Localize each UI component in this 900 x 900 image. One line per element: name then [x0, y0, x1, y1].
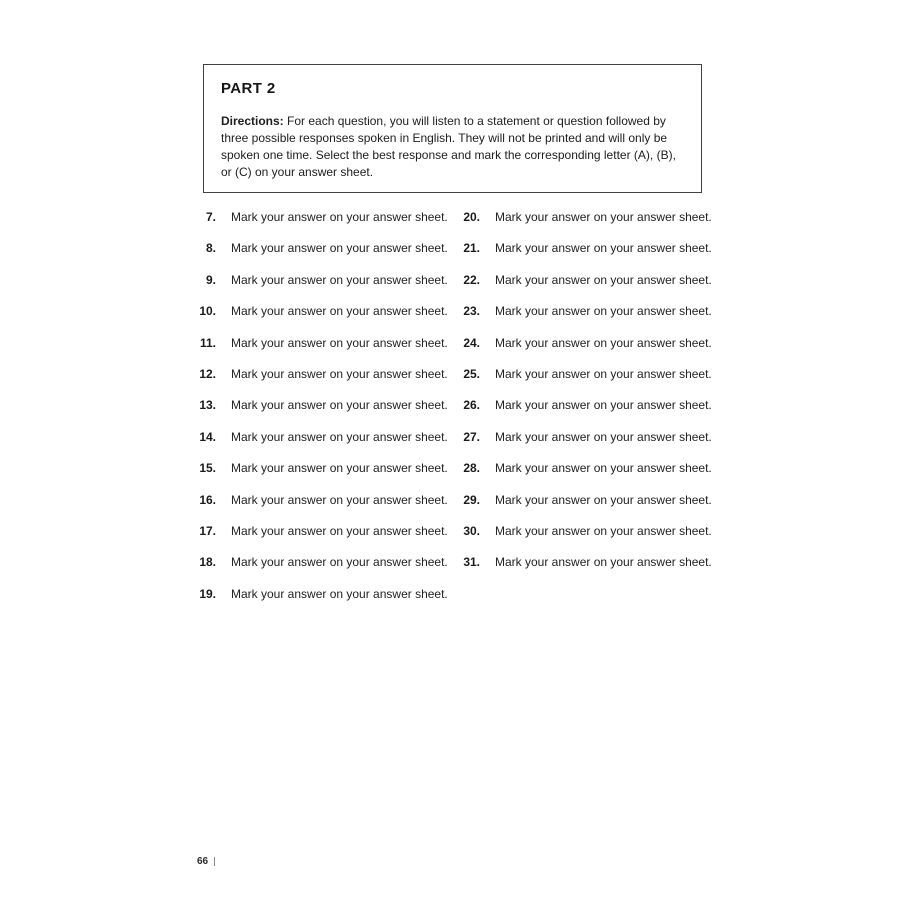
question-number: 19. — [199, 586, 216, 601]
part-title: PART 2 — [221, 80, 276, 97]
question-instruction: Mark your answer on your answer sheet. — [231, 586, 448, 601]
question-number: 23. — [463, 304, 480, 319]
question-item — [458, 211, 712, 224]
question-instruction: Mark your answer on your answer sheet. — [495, 241, 712, 256]
question-instruction: Mark your answer on your answer sheet. — [231, 241, 448, 256]
question-instruction: Mark your answer on your answer sheet. — [231, 272, 448, 287]
question-instruction: Mark your answer on your answer sheet. — [231, 366, 448, 381]
question-item — [194, 305, 448, 318]
question-item — [194, 525, 448, 538]
question-number: 25. — [463, 366, 480, 381]
question-number: 28. — [463, 461, 480, 476]
question-item — [194, 556, 448, 569]
question-number: 31. — [463, 555, 480, 570]
question-item — [458, 525, 712, 538]
question-item — [458, 274, 712, 287]
question-number: 29. — [463, 492, 480, 507]
question-item — [194, 211, 448, 224]
question-item — [194, 368, 448, 381]
question-instruction: Mark your answer on your answer sheet. — [495, 429, 712, 444]
directions-text: For each question, you will listen to a statement or question followed by three possible responses spoken in English. They will not be printed and will only be spoken one time. Select the best response and mark the corresponding letter (A), (B), or (C) on your answer sheet. — [221, 114, 676, 179]
directions-paragraph — [221, 113, 687, 181]
question-item — [194, 399, 448, 412]
question-instruction: Mark your answer on your answer sheet. — [495, 366, 712, 381]
page-footer — [197, 856, 215, 867]
question-number: 26. — [463, 398, 480, 413]
question-instruction: Mark your answer on your answer sheet. — [495, 398, 712, 413]
question-number: 7. — [205, 210, 216, 224]
question-number: 11. — [199, 335, 216, 350]
question-instruction: Mark your answer on your answer sheet. — [231, 492, 448, 507]
question-number: 22. — [463, 272, 480, 287]
question-number: 13. — [199, 398, 216, 413]
question-instruction: Mark your answer on your answer sheet. — [231, 461, 448, 476]
question-item — [458, 368, 712, 381]
question-number: 20. — [463, 210, 480, 224]
question-number: 30. — [463, 523, 480, 538]
page-number: 66 — [197, 856, 209, 867]
question-number: 24. — [463, 335, 480, 350]
question-item — [194, 431, 448, 444]
question-number: 10. — [199, 304, 216, 319]
question-number: 9. — [205, 272, 216, 287]
question-item — [458, 556, 712, 569]
question-instruction: Mark your answer on your answer sheet. — [231, 335, 448, 350]
question-number: 15. — [199, 461, 216, 476]
question-item — [458, 337, 712, 350]
question-instruction: Mark your answer on your answer sheet. — [495, 523, 712, 538]
question-item — [458, 462, 712, 475]
question-instruction: Mark your answer on your answer sheet. — [495, 210, 712, 224]
question-instruction: Mark your answer on your answer sheet. — [231, 429, 448, 444]
question-item — [458, 399, 712, 412]
question-item — [194, 462, 448, 475]
directions-box — [203, 64, 702, 193]
question-instruction: Mark your answer on your answer sheet. — [231, 555, 448, 570]
question-number: 17. — [199, 523, 216, 538]
footer-divider — [214, 857, 215, 866]
question-instruction: Mark your answer on your answer sheet. — [231, 523, 448, 538]
question-item — [458, 431, 712, 444]
question-item — [194, 588, 448, 601]
question-item — [458, 494, 712, 507]
question-number: 21. — [463, 241, 480, 256]
question-instruction: Mark your answer on your answer sheet. — [231, 304, 448, 319]
question-instruction: Mark your answer on your answer sheet. — [495, 492, 712, 507]
question-item — [194, 242, 448, 255]
directions-label: Directions: — [221, 114, 284, 128]
question-instruction: Mark your answer on your answer sheet. — [231, 210, 448, 224]
question-number: 8. — [205, 241, 216, 256]
question-number: 16. — [199, 492, 216, 507]
question-column-right — [458, 211, 712, 588]
question-number: 12. — [199, 366, 216, 381]
question-item — [194, 274, 448, 287]
question-item — [194, 337, 448, 350]
question-item — [458, 305, 712, 318]
question-instruction: Mark your answer on your answer sheet. — [495, 461, 712, 476]
question-instruction: Mark your answer on your answer sheet. — [495, 335, 712, 350]
question-instruction: Mark your answer on your answer sheet. — [231, 398, 448, 413]
question-instruction: Mark your answer on your answer sheet. — [495, 272, 712, 287]
question-instruction: Mark your answer on your answer sheet. — [495, 304, 712, 319]
question-number: 18. — [199, 555, 216, 570]
question-item — [458, 242, 712, 255]
question-number: 14. — [199, 429, 216, 444]
question-number: 27. — [463, 429, 480, 444]
question-instruction: Mark your answer on your answer sheet. — [495, 555, 712, 570]
question-column-left — [194, 211, 448, 619]
question-item — [194, 494, 448, 507]
